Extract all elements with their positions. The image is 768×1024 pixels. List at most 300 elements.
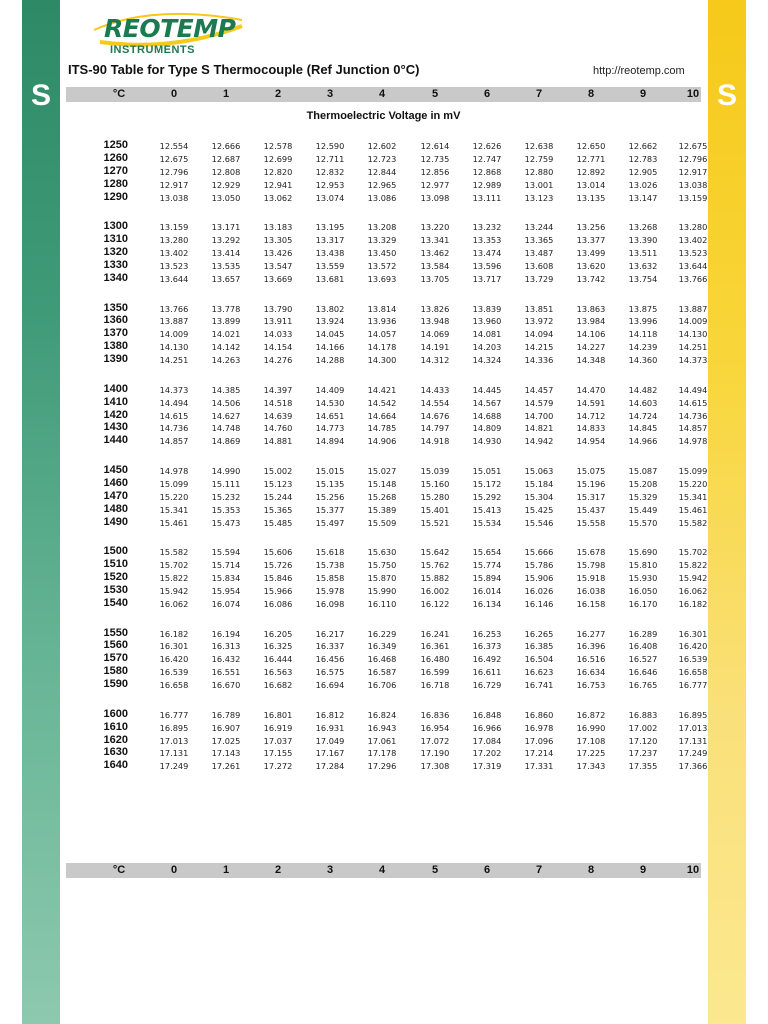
voltage-cell: 15.292 — [472, 491, 502, 502]
voltage-cell: 13.754 — [628, 273, 658, 284]
voltage-cell: 16.504 — [524, 654, 554, 665]
voltage-cell: 13.147 — [628, 192, 658, 203]
voltage-cell: 14.627 — [211, 410, 241, 421]
table-row — [66, 678, 706, 691]
voltage-cell: 16.860 — [524, 709, 554, 720]
voltage-cell: 12.650 — [576, 141, 606, 151]
voltage-cell: 15.570 — [628, 517, 658, 528]
voltage-cell: 14.664 — [367, 410, 397, 421]
voltage-cell: 14.785 — [367, 423, 397, 434]
voltage-cell: 12.735 — [420, 153, 450, 164]
voltage-cell: 16.408 — [628, 641, 658, 652]
voltage-cell: 16.765 — [628, 680, 658, 691]
voltage-cell: 14.445 — [472, 384, 502, 395]
voltage-cell: 16.337 — [315, 641, 345, 652]
voltage-cell: 15.075 — [576, 466, 606, 476]
table-row — [66, 421, 706, 434]
column-header-bar-top — [66, 87, 701, 102]
column-header-5: 5 — [431, 88, 439, 100]
voltage-cell: 14.930 — [472, 436, 502, 447]
voltage-cell: 15.606 — [263, 547, 293, 558]
voltage-cell: 14.881 — [263, 436, 293, 447]
voltage-cell: 13.001 — [524, 179, 554, 190]
voltage-cell: 16.563 — [263, 667, 293, 678]
voltage-cell: 15.449 — [628, 504, 658, 515]
voltage-cell: 14.688 — [472, 410, 502, 421]
voltage-cell: 15.317 — [576, 491, 606, 502]
voltage-cell: 17.049 — [315, 735, 345, 746]
voltage-cell: 16.086 — [263, 598, 293, 609]
voltage-cell: 16.646 — [628, 667, 658, 678]
voltage-cell: 15.485 — [263, 517, 293, 528]
voltage-cell: 16.229 — [367, 628, 397, 639]
voltage-cell: 13.572 — [367, 260, 397, 271]
voltage-cell: 15.654 — [472, 547, 502, 558]
voltage-cell: 12.929 — [211, 179, 241, 190]
voltage-cell: 15.148 — [367, 478, 397, 489]
voltage-cell: 13.390 — [628, 235, 658, 246]
voltage-cell: 16.444 — [263, 654, 293, 665]
voltage-cell: 12.977 — [420, 179, 450, 190]
voltage-cell: 14.651 — [315, 410, 345, 421]
column-header-5: 5 — [431, 864, 439, 876]
table-row — [66, 327, 706, 340]
website-url[interactable]: http://reotemp.com — [593, 65, 685, 77]
voltage-cell: 13.523 — [159, 260, 189, 271]
table-row — [66, 220, 706, 233]
row-temperature: 1520 — [103, 571, 128, 584]
voltage-cell: 16.670 — [211, 680, 241, 691]
table-row — [66, 639, 706, 652]
row-temperature: 1340 — [103, 271, 128, 284]
voltage-cell: 14.263 — [211, 355, 241, 366]
voltage-cell: 14.094 — [524, 329, 554, 340]
voltage-cell: 16.599 — [420, 667, 450, 678]
voltage-cell: 14.579 — [524, 397, 554, 408]
column-header-unit: °C — [112, 864, 126, 876]
voltage-cell: 13.353 — [472, 235, 502, 246]
voltage-cell: 13.195 — [315, 222, 345, 233]
voltage-cell: 15.172 — [472, 478, 502, 489]
reotemp-logo — [92, 8, 252, 58]
voltage-cell: 17.108 — [576, 735, 606, 746]
voltage-cell: 12.953 — [315, 179, 345, 190]
voltage-cell: 13.535 — [211, 260, 241, 271]
voltage-cell: 14.081 — [472, 329, 502, 340]
voltage-cell: 15.365 — [263, 504, 293, 515]
table-row — [66, 233, 706, 246]
voltage-cell: 15.546 — [524, 517, 554, 528]
voltage-cell: 14.421 — [367, 384, 397, 395]
voltage-cell: 14.057 — [367, 329, 397, 340]
voltage-cell: 15.087 — [628, 466, 658, 476]
voltage-cell: 17.037 — [263, 735, 293, 746]
table-row — [66, 246, 706, 259]
voltage-cell: 13.232 — [472, 222, 502, 233]
voltage-cell: 13.438 — [315, 248, 345, 259]
table-row — [66, 272, 706, 285]
column-header-4: 4 — [378, 88, 386, 100]
voltage-cell: 16.468 — [367, 654, 397, 665]
voltage-cell: 13.851 — [524, 303, 554, 314]
voltage-cell: 15.762 — [420, 560, 450, 571]
voltage-cell: 12.796 — [678, 153, 708, 164]
voltage-cell: 16.146 — [524, 598, 554, 609]
voltage-cell: 12.662 — [628, 141, 658, 151]
voltage-cell: 16.587 — [367, 667, 397, 678]
table-row — [66, 396, 706, 409]
table-row — [66, 340, 706, 353]
voltage-cell: 16.848 — [472, 709, 502, 720]
voltage-cell: 14.567 — [472, 397, 502, 408]
voltage-cell: 16.907 — [211, 722, 241, 733]
table-row — [66, 302, 706, 315]
row-temperature: 1400 — [103, 382, 128, 395]
voltage-cell: 13.742 — [576, 273, 606, 284]
voltage-cell: 16.836 — [420, 709, 450, 720]
voltage-cell: 15.123 — [263, 478, 293, 489]
voltage-cell: 13.074 — [315, 192, 345, 203]
voltage-cell: 12.590 — [315, 141, 345, 151]
row-temperature: 1610 — [103, 720, 128, 733]
voltage-cell: 13.863 — [576, 303, 606, 314]
voltage-cell: 16.539 — [159, 667, 189, 678]
voltage-cell: 17.214 — [524, 748, 554, 759]
voltage-cell: 16.812 — [315, 709, 345, 720]
voltage-cell: 13.924 — [315, 316, 345, 327]
voltage-cell: 13.280 — [159, 235, 189, 246]
voltage-cell: 13.256 — [576, 222, 606, 233]
voltage-cell: 16.420 — [678, 641, 708, 652]
row-temperature: 1300 — [103, 220, 128, 233]
voltage-cell: 17.155 — [263, 748, 293, 759]
table-row — [66, 746, 706, 759]
voltage-cell: 15.401 — [420, 504, 450, 515]
voltage-cell: 13.814 — [367, 303, 397, 314]
voltage-cell: 16.682 — [263, 680, 293, 691]
voltage-cell: 13.511 — [628, 248, 658, 259]
row-temperature: 1460 — [103, 476, 128, 489]
voltage-cell: 16.205 — [263, 628, 293, 639]
voltage-cell: 14.227 — [576, 342, 606, 353]
voltage-cell: 15.990 — [367, 585, 397, 596]
voltage-cell: 15.906 — [524, 573, 554, 584]
column-header-6: 6 — [483, 88, 491, 100]
voltage-cell: 17.343 — [576, 761, 606, 772]
voltage-cell: 13.717 — [472, 273, 502, 284]
voltage-cell: 13.474 — [472, 248, 502, 259]
voltage-cell: 13.086 — [367, 192, 397, 203]
voltage-cell: 13.596 — [472, 260, 502, 271]
row-temperature: 1500 — [103, 545, 128, 558]
voltage-cell: 15.160 — [420, 478, 450, 489]
row-temperature: 1560 — [103, 639, 128, 652]
voltage-cell: 14.009 — [159, 329, 189, 340]
voltage-cell: 14.603 — [628, 397, 658, 408]
voltage-cell: 14.554 — [420, 397, 450, 408]
voltage-cell: 16.325 — [263, 641, 293, 652]
voltage-cell: 15.256 — [315, 491, 345, 502]
voltage-cell: 14.239 — [628, 342, 658, 353]
voltage-cell: 16.658 — [678, 667, 708, 678]
voltage-cell: 12.711 — [315, 153, 345, 164]
table-row — [66, 759, 706, 772]
voltage-cell: 12.892 — [576, 166, 606, 177]
voltage-cell: 15.702 — [159, 560, 189, 571]
voltage-cell: 14.009 — [678, 316, 708, 327]
voltage-cell: 15.244 — [263, 491, 293, 502]
voltage-cell: 17.131 — [678, 735, 708, 746]
voltage-cell: 14.215 — [524, 342, 554, 353]
voltage-cell: 16.014 — [472, 585, 502, 596]
voltage-cell: 17.296 — [367, 761, 397, 772]
voltage-cell: 16.253 — [472, 628, 502, 639]
voltage-cell: 14.506 — [211, 397, 241, 408]
table-row — [66, 734, 706, 747]
voltage-cell: 12.614 — [420, 141, 450, 151]
voltage-cell: 15.329 — [628, 491, 658, 502]
voltage-cell: 15.666 — [524, 547, 554, 558]
column-header-7: 7 — [535, 864, 543, 876]
voltage-cell: 14.615 — [678, 397, 708, 408]
voltage-cell: 13.705 — [420, 273, 450, 284]
row-temperature: 1540 — [103, 596, 128, 609]
voltage-cell: 16.575 — [315, 667, 345, 678]
table-row — [66, 152, 706, 165]
voltage-cell: 16.634 — [576, 667, 606, 678]
voltage-cell: 16.895 — [159, 722, 189, 733]
column-header-7: 7 — [535, 88, 543, 100]
voltage-cell: 16.824 — [367, 709, 397, 720]
voltage-cell: 12.675 — [678, 141, 708, 151]
voltage-cell: 16.170 — [628, 598, 658, 609]
voltage-cell: 17.202 — [472, 748, 502, 759]
voltage-cell: 14.373 — [159, 384, 189, 395]
row-temperature: 1630 — [103, 746, 128, 759]
voltage-cell: 14.978 — [159, 466, 189, 476]
column-header-0: 0 — [170, 88, 178, 100]
voltage-cell: 14.130 — [159, 342, 189, 353]
voltage-cell: 14.676 — [420, 410, 450, 421]
row-temperature: 1580 — [103, 665, 128, 678]
voltage-cell: 17.272 — [263, 761, 293, 772]
left-color-stripe — [22, 0, 60, 1024]
voltage-cell: 16.396 — [576, 641, 606, 652]
table-row — [66, 178, 706, 191]
voltage-cell: 16.990 — [576, 722, 606, 733]
voltage-cell: 14.482 — [628, 384, 658, 395]
voltage-cell: 13.778 — [211, 303, 241, 314]
voltage-cell: 13.159 — [159, 222, 189, 233]
voltage-cell: 17.013 — [159, 735, 189, 746]
table-row — [66, 516, 706, 529]
voltage-cell: 17.225 — [576, 748, 606, 759]
voltage-cell: 15.220 — [678, 478, 708, 489]
voltage-cell: 14.773 — [315, 423, 345, 434]
voltage-cell: 13.487 — [524, 248, 554, 259]
voltage-cell: 15.497 — [315, 517, 345, 528]
table-row — [66, 477, 706, 490]
voltage-cell: 15.978 — [315, 585, 345, 596]
voltage-cell: 14.833 — [576, 423, 606, 434]
column-header-2: 2 — [274, 88, 282, 100]
table-row — [66, 464, 706, 477]
column-header-unit: °C — [112, 88, 126, 100]
voltage-cell: 17.319 — [472, 761, 502, 772]
voltage-cell: 15.534 — [472, 517, 502, 528]
voltage-cell: 14.821 — [524, 423, 554, 434]
voltage-cell: 13.972 — [524, 316, 554, 327]
table-row — [66, 584, 706, 597]
voltage-cell: 15.834 — [211, 573, 241, 584]
voltage-cell: 16.158 — [576, 598, 606, 609]
voltage-cell: 17.120 — [628, 735, 658, 746]
voltage-cell: 14.433 — [420, 384, 450, 395]
voltage-cell: 14.251 — [678, 342, 708, 353]
voltage-cell: 14.494 — [159, 397, 189, 408]
voltage-cell: 13.899 — [211, 316, 241, 327]
voltage-cell: 13.377 — [576, 235, 606, 246]
voltage-cell: 15.786 — [524, 560, 554, 571]
voltage-cell: 16.074 — [211, 598, 241, 609]
column-header-8: 8 — [587, 88, 595, 100]
right-color-stripe — [708, 0, 746, 1024]
voltage-cell: 16.623 — [524, 667, 554, 678]
column-header-9: 9 — [639, 88, 647, 100]
voltage-cell: 14.591 — [576, 397, 606, 408]
voltage-cell: 13.402 — [159, 248, 189, 259]
voltage-cell: 15.582 — [159, 547, 189, 558]
voltage-cell: 16.385 — [524, 641, 554, 652]
voltage-cell: 16.241 — [420, 628, 450, 639]
voltage-cell: 16.729 — [472, 680, 502, 691]
voltage-cell: 15.341 — [678, 491, 708, 502]
voltage-cell: 13.802 — [315, 303, 345, 314]
voltage-cell: 16.098 — [315, 598, 345, 609]
voltage-cell: 13.268 — [628, 222, 658, 233]
voltage-cell: 13.911 — [263, 316, 293, 327]
voltage-cell: 16.277 — [576, 628, 606, 639]
voltage-cell: 16.122 — [420, 598, 450, 609]
voltage-cell: 13.960 — [472, 316, 502, 327]
column-header-3: 3 — [326, 864, 334, 876]
voltage-cell: 16.789 — [211, 709, 241, 720]
voltage-cell: 13.317 — [315, 235, 345, 246]
row-temperature: 1510 — [103, 558, 128, 571]
voltage-cell: 13.936 — [367, 316, 397, 327]
voltage-cell: 15.268 — [367, 491, 397, 502]
voltage-cell: 12.868 — [472, 166, 502, 177]
voltage-cell: 13.790 — [263, 303, 293, 314]
voltage-cell: 14.845 — [628, 423, 658, 434]
voltage-cell: 16.658 — [159, 680, 189, 691]
column-header-1: 1 — [222, 88, 230, 100]
table-row-group — [66, 545, 706, 609]
voltage-cell: 15.027 — [367, 466, 397, 476]
voltage-cell: 15.461 — [159, 517, 189, 528]
voltage-cell: 14.336 — [524, 355, 554, 366]
voltage-cell: 15.304 — [524, 491, 554, 502]
table-row — [66, 434, 706, 447]
voltage-cell: 13.329 — [367, 235, 397, 246]
table-row — [66, 571, 706, 584]
voltage-cell: 15.341 — [159, 504, 189, 515]
voltage-cell: 13.062 — [263, 192, 293, 203]
voltage-cell: 16.002 — [420, 585, 450, 596]
voltage-cell: 15.750 — [367, 560, 397, 571]
table-row — [66, 558, 706, 571]
voltage-cell: 15.774 — [472, 560, 502, 571]
voltage-cell: 15.184 — [524, 478, 554, 489]
voltage-cell: 12.687 — [211, 153, 241, 164]
voltage-cell: 17.249 — [159, 761, 189, 772]
row-temperature: 1550 — [103, 626, 128, 639]
voltage-cell: 13.462 — [420, 248, 450, 259]
voltage-cell: 13.111 — [472, 192, 502, 203]
voltage-cell: 14.760 — [263, 423, 293, 434]
voltage-cell: 16.217 — [315, 628, 345, 639]
voltage-cell: 14.178 — [367, 342, 397, 353]
voltage-cell: 16.527 — [628, 654, 658, 665]
voltage-cell: 12.880 — [524, 166, 554, 177]
voltage-cell: 15.039 — [420, 466, 450, 476]
table-row — [66, 191, 706, 204]
column-header-bar-bottom — [66, 863, 701, 878]
voltage-cell: 15.063 — [524, 466, 554, 476]
voltage-cell: 15.870 — [367, 573, 397, 584]
voltage-cell: 14.906 — [367, 436, 397, 447]
table-row — [66, 721, 706, 734]
voltage-cell: 16.038 — [576, 585, 606, 596]
voltage-cell: 15.425 — [524, 504, 554, 515]
voltage-cell: 13.426 — [263, 248, 293, 259]
voltage-cell: 12.666 — [211, 141, 241, 151]
voltage-cell: 14.033 — [263, 329, 293, 340]
voltage-cell: 17.331 — [524, 761, 554, 772]
voltage-cell: 15.208 — [628, 478, 658, 489]
voltage-cell: 15.618 — [315, 547, 345, 558]
voltage-cell: 13.875 — [628, 303, 658, 314]
voltage-cell: 16.301 — [678, 628, 708, 639]
table-row-group — [66, 627, 706, 691]
row-temperature: 1390 — [103, 353, 128, 366]
voltage-cell: 15.966 — [263, 585, 293, 596]
voltage-cell: 14.457 — [524, 384, 554, 395]
voltage-cell: 12.917 — [159, 179, 189, 190]
voltage-cell: 14.142 — [211, 342, 241, 353]
voltage-cell: 15.473 — [211, 517, 241, 528]
voltage-cell: 15.882 — [420, 573, 450, 584]
table-row-group — [66, 139, 706, 203]
voltage-cell: 12.626 — [472, 141, 502, 151]
voltage-cell: 13.766 — [678, 273, 708, 284]
table-row — [66, 165, 706, 178]
voltage-cell: 16.718 — [420, 680, 450, 691]
voltage-cell: 15.738 — [315, 560, 345, 571]
voltage-cell: 14.857 — [159, 436, 189, 447]
voltage-cell: 13.123 — [524, 192, 554, 203]
voltage-cell: 15.894 — [472, 573, 502, 584]
row-temperature: 1430 — [103, 421, 128, 434]
voltage-cell: 13.826 — [420, 303, 450, 314]
table-row — [66, 503, 706, 516]
voltage-cell: 15.594 — [211, 547, 241, 558]
voltage-cell: 14.615 — [159, 410, 189, 421]
row-temperature: 1330 — [103, 258, 128, 271]
row-temperature: 1320 — [103, 246, 128, 259]
voltage-cell: 12.965 — [367, 179, 397, 190]
voltage-cell: 16.062 — [159, 598, 189, 609]
